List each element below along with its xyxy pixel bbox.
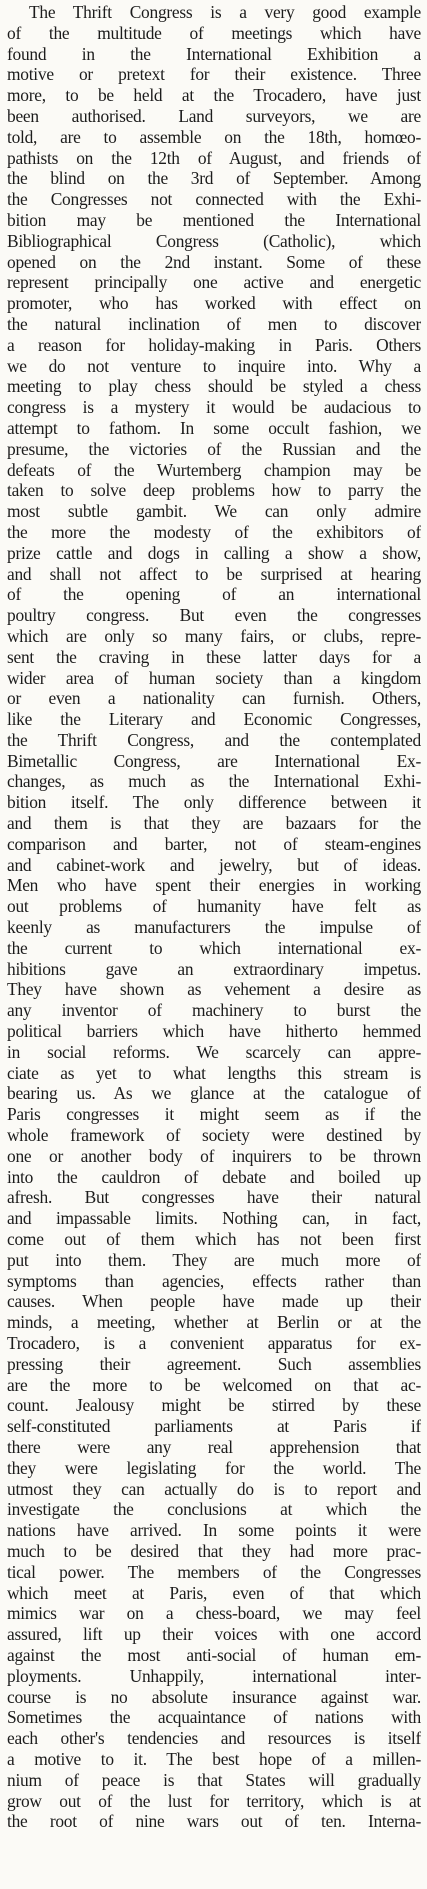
article-line: bition itself. The only difference between it bbox=[7, 792, 421, 813]
article-line: come out of them which has not been first bbox=[7, 1229, 421, 1250]
article-line: a reason for holiday-making in Paris. Others bbox=[7, 334, 421, 355]
article-line: presume, the victories of the Russian and the bbox=[7, 438, 421, 459]
article-line: bition may be mentioned the International bbox=[7, 209, 421, 230]
article-line: which are only so many fairs, or clubs, repre- bbox=[7, 625, 421, 646]
article-line: ciate as yet to what lengths this stream is bbox=[7, 1062, 421, 1083]
article-line: taken to solve deep problems how to parry the bbox=[7, 480, 421, 501]
article-line: the root of nine wars out of ten. Interna- bbox=[7, 1811, 421, 1832]
article-line: promoter, who has worked with effect on bbox=[7, 293, 421, 314]
article-line: prize cattle and dogs in calling a show a show, bbox=[7, 542, 421, 563]
article-line: Paris congresses it might seem as if the bbox=[7, 1104, 421, 1125]
article-line: self-constituted parliaments at Paris if bbox=[7, 1416, 421, 1437]
article-line: much to be desired that they had more prac- bbox=[7, 1540, 421, 1561]
article-line: out problems of humanity have felt as bbox=[7, 896, 421, 917]
article-line: the current to which international ex- bbox=[7, 937, 421, 958]
article-line: the blind on the 3rd of September. Among bbox=[7, 168, 421, 189]
article-line: causes. When people have made up their bbox=[7, 1291, 421, 1312]
article-line: symptoms than agencies, effects rather than bbox=[7, 1270, 421, 1291]
article-line: represent principally one active and energetic bbox=[7, 272, 421, 293]
article-line: the Congresses not connected with the Exhi- bbox=[7, 189, 421, 210]
article-line: or even a nationality can furnish. Others, bbox=[7, 688, 421, 709]
article-line: Bimetallic Congress, are International Ex- bbox=[7, 750, 421, 771]
article-line: in social reforms. We scarcely can appre- bbox=[7, 1041, 421, 1062]
article-line: afresh. But congresses have their natural bbox=[7, 1187, 421, 1208]
article-line: minds, a meeting, whether at Berlin or at the bbox=[7, 1312, 421, 1333]
article-line: and them is that they are bazaars for the bbox=[7, 813, 421, 834]
article-line: Men who have spent their energies in working bbox=[7, 875, 421, 896]
article-first-line: The Thrift Congress is a very good example bbox=[29, 2, 421, 22]
article-line: and shall not affect to be surprised at hearing bbox=[7, 563, 421, 584]
article-line: attempt to fathom. In some occult fashion, we bbox=[7, 417, 421, 438]
article-line: been authorised. Land surveyors, we are bbox=[7, 105, 421, 126]
article-line: sent the craving in these latter days for a bbox=[7, 646, 421, 667]
article-line: utmost they can actually do is to report and bbox=[7, 1478, 421, 1499]
article-line: meeting to play chess should be styled a chess bbox=[7, 376, 421, 397]
article-line: the natural inclination of men to discover bbox=[7, 313, 421, 334]
article-line: opened on the 2nd instant. Some of these bbox=[7, 251, 421, 272]
article-line: which meet at Paris, even of that which bbox=[7, 1582, 421, 1603]
article-line: found in the International Exhibition a bbox=[7, 43, 421, 64]
article-line: the Thrift Congress, and the contemplated bbox=[7, 729, 421, 750]
article-line: and impassable limits. Nothing can, in fact, bbox=[7, 1208, 421, 1229]
article-line: put into them. They are much more of bbox=[7, 1249, 421, 1270]
article-line: one or another body of inquirers to be thrown bbox=[7, 1145, 421, 1166]
article-line: congress is a mystery it would be audacious to bbox=[7, 397, 421, 418]
article-line: most subtle gambit. We can only admire bbox=[7, 501, 421, 522]
article-line: like the Literary and Economic Congresses, bbox=[7, 709, 421, 730]
article-line: pressing their agreement. Such assemblies bbox=[7, 1353, 421, 1374]
article-line: hibitions gave an extraordinary impetus. bbox=[7, 958, 421, 979]
article-line: told, are to assemble on the 18th, homœo- bbox=[7, 126, 421, 147]
article-line: count. Jealousy might be stirred by these bbox=[7, 1395, 421, 1416]
article-line: keenly as manufacturers the impulse of bbox=[7, 917, 421, 938]
article-line: of the opening of an international bbox=[7, 584, 421, 605]
article-line: into the cauldron of debate and boiled up bbox=[7, 1166, 421, 1187]
article-line: each other's tendencies and resources is itself bbox=[7, 1728, 421, 1749]
article-line: assured, lift up their voices with one accord bbox=[7, 1624, 421, 1645]
article-line: defeats of the Wurtemberg champion may be bbox=[7, 459, 421, 480]
article-line: Sometimes the acquaintance of nations with bbox=[7, 1707, 421, 1728]
article-line: Trocadero, is a convenient apparatus for ex- bbox=[7, 1333, 421, 1353]
article-line: bearing us. As we glance at the catalogue of bbox=[7, 1083, 421, 1104]
article-line: and cabinet-work and jewelry, but of ideas. bbox=[7, 854, 421, 875]
article-line: nium of peace is that States will gradually bbox=[7, 1769, 421, 1790]
article-line: tical power. The members of the Congresses bbox=[7, 1561, 421, 1582]
article-line: mimics war on a chess-board, we may feel bbox=[7, 1603, 421, 1624]
article-body bbox=[7, 2, 421, 1832]
article-line: grow out of the lust for territory, which is at bbox=[7, 1790, 421, 1811]
article-line: poultry congress. But even the congresses bbox=[7, 605, 421, 626]
article-line: more, to be held at the Trocadero, have just bbox=[7, 85, 421, 106]
article-line: nations have arrived. In some points it were bbox=[7, 1520, 421, 1541]
article-line: changes, as much as the International Exhi- bbox=[7, 771, 421, 792]
article-line: motive or pretext for their existence. Three bbox=[7, 64, 421, 85]
article-line: we do not venture to inquire into. Why a bbox=[7, 355, 421, 376]
article-line: whole framework of society were destined by bbox=[7, 1125, 421, 1146]
article-line: political barriers which have hitherto hemmed bbox=[7, 1021, 421, 1042]
article-line: of the multitude of meetings which have bbox=[7, 22, 421, 43]
article-line: they were legislating for the world. The bbox=[7, 1457, 421, 1478]
article-line: investigate the conclusions at which the bbox=[7, 1499, 421, 1520]
article-line: They have shown as vehement a desire as bbox=[7, 979, 421, 1000]
article-line: against the most anti-social of human em- bbox=[7, 1644, 421, 1665]
article-line: the more the modesty of the exhibitors of bbox=[7, 521, 421, 542]
article-line: any inventor of machinery to burst the bbox=[7, 1000, 421, 1021]
article-line: ployments. Unhappily, international inter- bbox=[7, 1665, 421, 1686]
article-line: there were any real apprehension that bbox=[7, 1436, 421, 1457]
article-line: Bibliographical Congress (Catholic), which bbox=[7, 230, 421, 251]
article-line: comparison and barter, not of steam-engines bbox=[7, 833, 421, 854]
article-line: are the more to be welcomed on that ac- bbox=[7, 1374, 421, 1395]
article-line: course is no absolute insurance against war. bbox=[7, 1686, 421, 1707]
article-line: a motive to it. The best hope of a millen- bbox=[7, 1748, 421, 1769]
article-line: pathists on the 12th of August, and friends of bbox=[7, 147, 421, 168]
article-line: wider area of human society than a kingdom bbox=[7, 667, 421, 688]
